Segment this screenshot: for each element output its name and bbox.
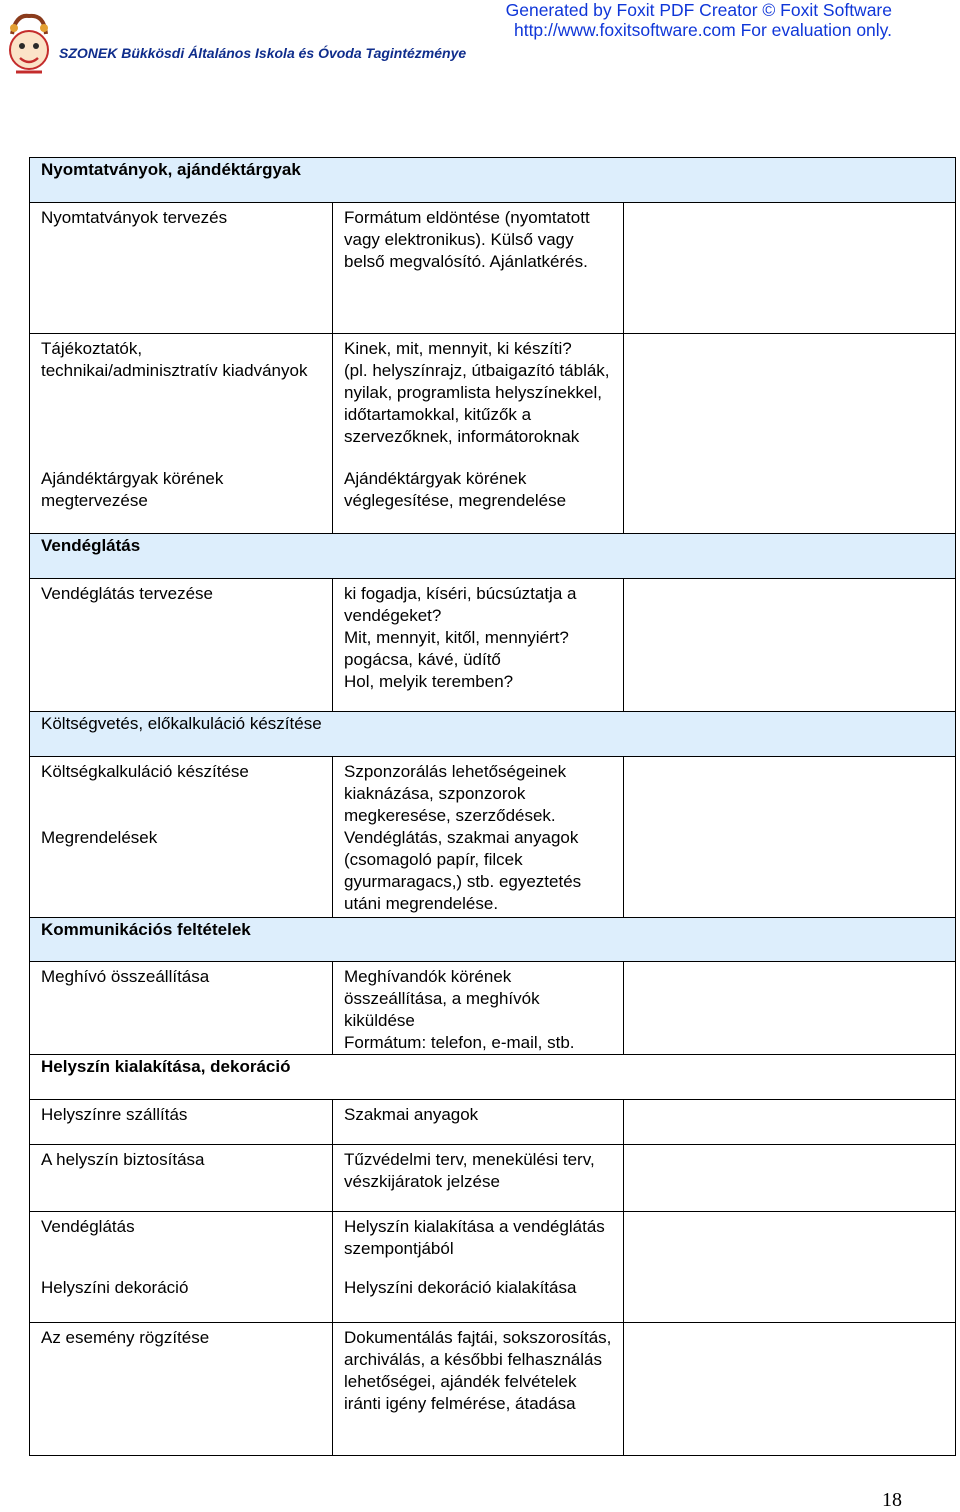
task-cell: Költségkalkuláció készítése — [30, 757, 333, 828]
table-row — [30, 579, 956, 712]
detail-line: pogácsa, kávé, üdítő — [344, 650, 501, 669]
detail-cell: Vendéglátás, szakmai anyagok (csomagoló papír, filcek gyurmaragacs,) stb. egyeztetés utáni megrendelése. — [333, 827, 624, 917]
section-header: Vendéglátás — [30, 534, 956, 579]
table-row — [30, 757, 956, 828]
task-cell: Nyomtatványok tervezés — [30, 203, 333, 334]
table-row — [30, 334, 956, 468]
detail-cell: Ajándéktárgyak körének véglegesítése, megrendelése — [333, 468, 624, 534]
detail-line: Meghívandók körének összeállítása, a meghívók kiküldése — [344, 966, 540, 1030]
detail-line: Kinek, mit, mennyit, ki készíti? — [344, 339, 572, 358]
foxit-line-2: http://www.foxitsoftware.com For evaluation only. — [513, 20, 892, 40]
table-row — [30, 1099, 956, 1144]
empty-cell — [624, 757, 956, 918]
detail-cell: Formátum eldöntése (nyomtatott vagy elektronikus). Külső vagy belső megvalósító. Ajánlatkérés. — [333, 203, 624, 334]
detail-cell: Dokumentálás fajtái, sokszorosítás, archiválás, a későbbi felhasználás lehetőségei, ajándék felvételek iránti igény felmérése, átadása — [333, 1322, 624, 1455]
detail-line: Formátum: telefon, e-mail, stb. — [344, 1032, 575, 1052]
event-planning-table — [29, 157, 956, 1456]
task-cell: Vendéglátás tervezése — [30, 579, 333, 712]
table-row — [30, 961, 956, 1054]
detail-line: Mit, mennyit, kitől, mennyiért? — [344, 628, 569, 647]
task-cell: Ajándéktárgyak körének megtervezése — [30, 468, 333, 534]
section-row — [30, 1054, 956, 1099]
task-cell: Tájékoztatók, technikai/adminisztratív kiadványok — [30, 334, 333, 468]
page-number: 18 — [882, 1489, 902, 1511]
empty-cell — [624, 579, 956, 712]
detail-cell — [333, 579, 624, 712]
task-cell: Meghívó összeállítása — [30, 961, 333, 1054]
section-header: Kommunikációs feltételek — [30, 917, 956, 961]
detail-cell: Helyszíni dekoráció kialakítása — [333, 1277, 624, 1322]
detail-line: (pl. helyszínrajz, útbaigazító táblák, nyilak, programlista helyszínekkel, időtartamokkal, kitűzők a szervezőknek, informátoroknak — [344, 361, 610, 446]
school-name: SZONEK Bükkösdi Általános Iskola és Óvoda Tagintézménye — [59, 45, 467, 61]
empty-cell — [624, 1322, 956, 1455]
table-row — [30, 203, 956, 334]
empty-cell — [624, 1099, 956, 1144]
task-cell: Helyszínre szállítás — [30, 1099, 333, 1144]
task-cell: Vendéglátás — [30, 1211, 333, 1277]
foxit-watermark — [506, 0, 892, 40]
detail-cell: Tűzvédelmi terv, menekülési terv, vészkijáratok jelzése — [333, 1144, 624, 1211]
detail-cell — [333, 334, 624, 468]
empty-cell — [624, 203, 956, 334]
table-row — [30, 1322, 956, 1455]
section-row — [30, 158, 956, 203]
detail-cell: Szponzorálás lehetőségeinek kiaknázása, szponzorok megkeresése, szerződések. — [333, 757, 624, 828]
school-logo — [6, 4, 52, 80]
section-header: Helyszín kialakítása, dekoráció — [30, 1054, 956, 1099]
detail-cell: Szakmai anyagok — [333, 1099, 624, 1144]
section-header: Költségvetés, előkalkuláció készítése — [30, 712, 956, 757]
section-row — [30, 712, 956, 757]
detail-cell: Helyszín kialakítása a vendéglátás szempontjából — [333, 1211, 624, 1277]
empty-cell — [624, 1144, 956, 1211]
detail-line: Hol, melyik teremben? — [344, 672, 514, 691]
section-row — [30, 917, 956, 961]
table-row — [30, 1211, 956, 1277]
empty-cell — [624, 334, 956, 534]
table-row — [30, 1144, 956, 1211]
empty-cell — [624, 961, 956, 1054]
section-row — [30, 534, 956, 579]
detail-cell — [333, 961, 624, 1054]
section-header: Nyomtatványok, ajándéktárgyak — [30, 158, 956, 203]
empty-cell — [624, 1211, 956, 1322]
detail-line: ki fogadja, kíséri, búcsúztatja a vendégeket? — [344, 584, 577, 625]
task-cell: Megrendelések — [30, 827, 333, 917]
task-cell: Az esemény rögzítése — [30, 1322, 333, 1455]
task-cell: Helyszíni dekoráció — [30, 1277, 333, 1322]
foxit-line-1: Generated by Foxit PDF Creator © Foxit Software — [505, 0, 892, 20]
task-cell: A helyszín biztosítása — [30, 1144, 333, 1211]
